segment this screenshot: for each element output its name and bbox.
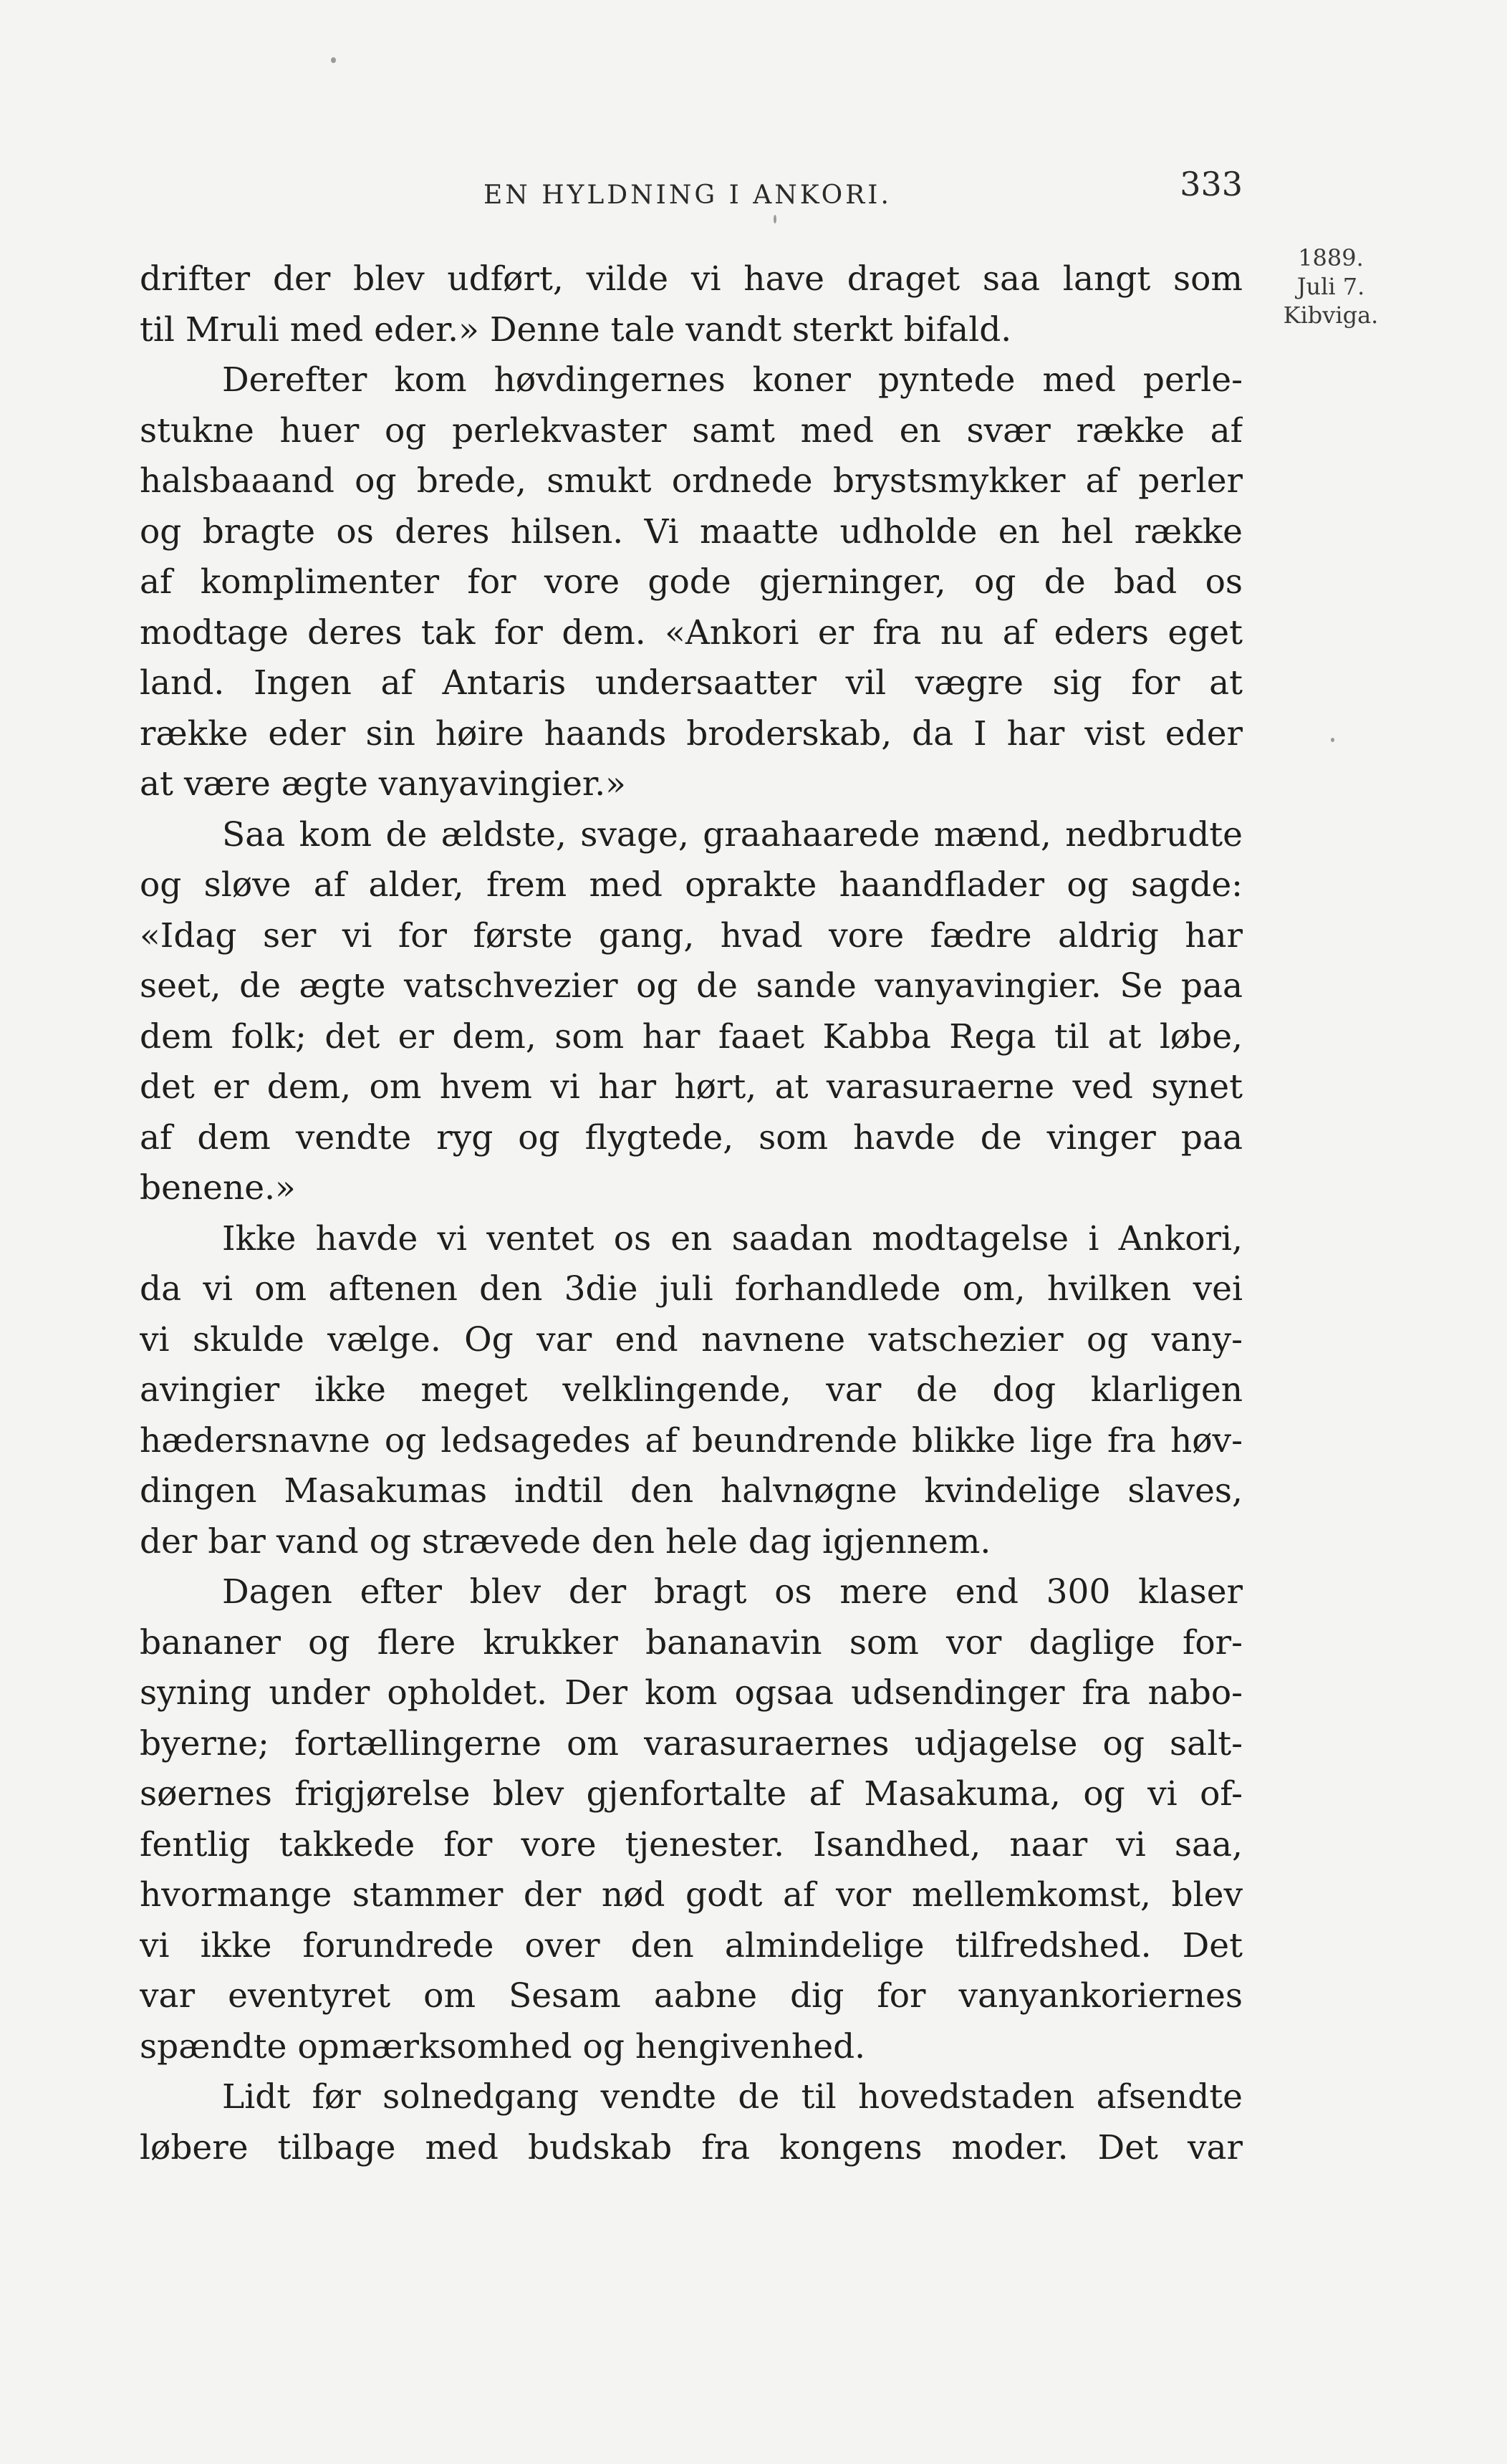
text-line: «Idag ser vi for første gang, hvad vore fædre aldrig har xyxy=(140,915,1243,956)
text-line: at være ægte vanyavingier.» xyxy=(140,764,626,804)
margin-note-year: 1889. xyxy=(1298,244,1364,271)
text-line: Saa kom de ældste, svage, graahaarede mænd, nedbrudte xyxy=(222,814,1243,855)
text-line: land. Ingen af Antaris undersaatter vil vægre sig for at xyxy=(140,663,1243,703)
text-line: spændte opmærksomhed og hengivenhed. xyxy=(140,2026,866,2066)
text-line: avingier ikke meget velklingende, var de dog klarligen xyxy=(140,1370,1243,1410)
text-line: der bar vand og strævede den hele dag igjennem. xyxy=(140,1521,991,1561)
page-header xyxy=(140,165,1243,222)
text-line: række eder sin høire haands broderskab, da I har vist eder xyxy=(140,713,1243,754)
text-line: da vi om aftenen den 3die juli forhandlede om, hvilken vei xyxy=(140,1269,1243,1309)
text-line: benene.» xyxy=(140,1168,296,1208)
page-speck xyxy=(331,57,336,63)
body-text xyxy=(140,254,1243,2173)
text-line: var eventyret om Sesam aabne dig for vanyankoriernes xyxy=(140,1976,1243,2016)
text-line: bananer og flere krukker bananavin som vor daglige for- xyxy=(140,1622,1243,1662)
text-line: byerne; fortællingerne om varasuraernes udjagelse og salt- xyxy=(140,1723,1243,1763)
text-line: halsbaaand og brede, smukt ordnede brystsmykker af perler xyxy=(140,461,1243,501)
text-line: hvormange stammer der nød godt af vor mellemkomst, blev xyxy=(140,1875,1243,1915)
page-number: 333 xyxy=(1180,165,1243,203)
text-line: dingen Masakumas indtil den halvnøgne kvindelige slaves, xyxy=(140,1471,1243,1511)
text-line: modtage deres tak for dem. «Ankori er fra nu af eders eget xyxy=(140,612,1243,653)
text-line: stukne huer og perlekvaster samt med en svær række af xyxy=(140,410,1243,451)
page-speck xyxy=(1331,738,1334,742)
text-line: dem folk; det er dem, som har faaet Kabba Rega til at løbe, xyxy=(140,1016,1243,1057)
running-title: EN HYLDNING I ANKORI. xyxy=(483,181,892,210)
text-line: Lidt før solnedgang vendte de til hovedstaden afsendte xyxy=(222,2077,1243,2117)
text-line: og sløve af alder, frem med oprakte haandflader og sagde: xyxy=(140,865,1243,905)
text-line: søernes frigjørelse blev gjenfortalte af Masakuma, og vi of- xyxy=(140,1774,1243,1814)
text-line: drifter der blev udført, vilde vi have draget saa langt som xyxy=(140,259,1243,299)
text-line: hædersnavne og ledsagedes af beundrende blikke lige fra høv- xyxy=(140,1420,1243,1460)
text-line: fentlig takkede for vore tjenester. Isandhed, naar vi saa, xyxy=(140,1824,1243,1864)
text-line: syning under opholdet. Der kom ogsaa udsendinger fra nabo- xyxy=(140,1673,1243,1713)
margin-note xyxy=(1274,244,1388,329)
text-line: til Mruli med eder.» Denne tale vandt sterkt bifald. xyxy=(140,309,1012,350)
text-line: Derefter kom høvdingernes koner pyntede med perle- xyxy=(222,360,1243,400)
margin-note-date: Juli 7. xyxy=(1296,273,1365,300)
text-line: seet, de ægte vatschvezier og de sande vanyavingier. Se paa xyxy=(140,966,1243,1006)
text-line: Ikke havde vi ventet os en saadan modtagelse i Ankori, xyxy=(222,1218,1243,1259)
text-line: vi skulde vælge. Og var end navnene vatschezier og vany- xyxy=(140,1319,1243,1359)
margin-note-place: Kibviga. xyxy=(1283,302,1379,329)
text-line: det er dem, om hvem vi har hørt, at varasuraerne ved synet xyxy=(140,1067,1243,1107)
text-line: vi ikke forundrede over den almindelige tilfredshed. Det xyxy=(140,1925,1243,1965)
text-line: af komplimenter for vore gode gjerninger, og de bad os xyxy=(140,562,1243,602)
text-line: og bragte os deres hilsen. Vi maatte udholde en hel række xyxy=(140,511,1243,552)
text-line: Dagen efter blev der bragt os mere end 300 klaser xyxy=(222,1572,1243,1612)
text-line: løbere tilbage med budskab fra kongens moder. Det var xyxy=(140,2127,1243,2167)
text-line: af dem vendte ryg og flygtede, som havde de vinger paa xyxy=(140,1117,1243,1158)
